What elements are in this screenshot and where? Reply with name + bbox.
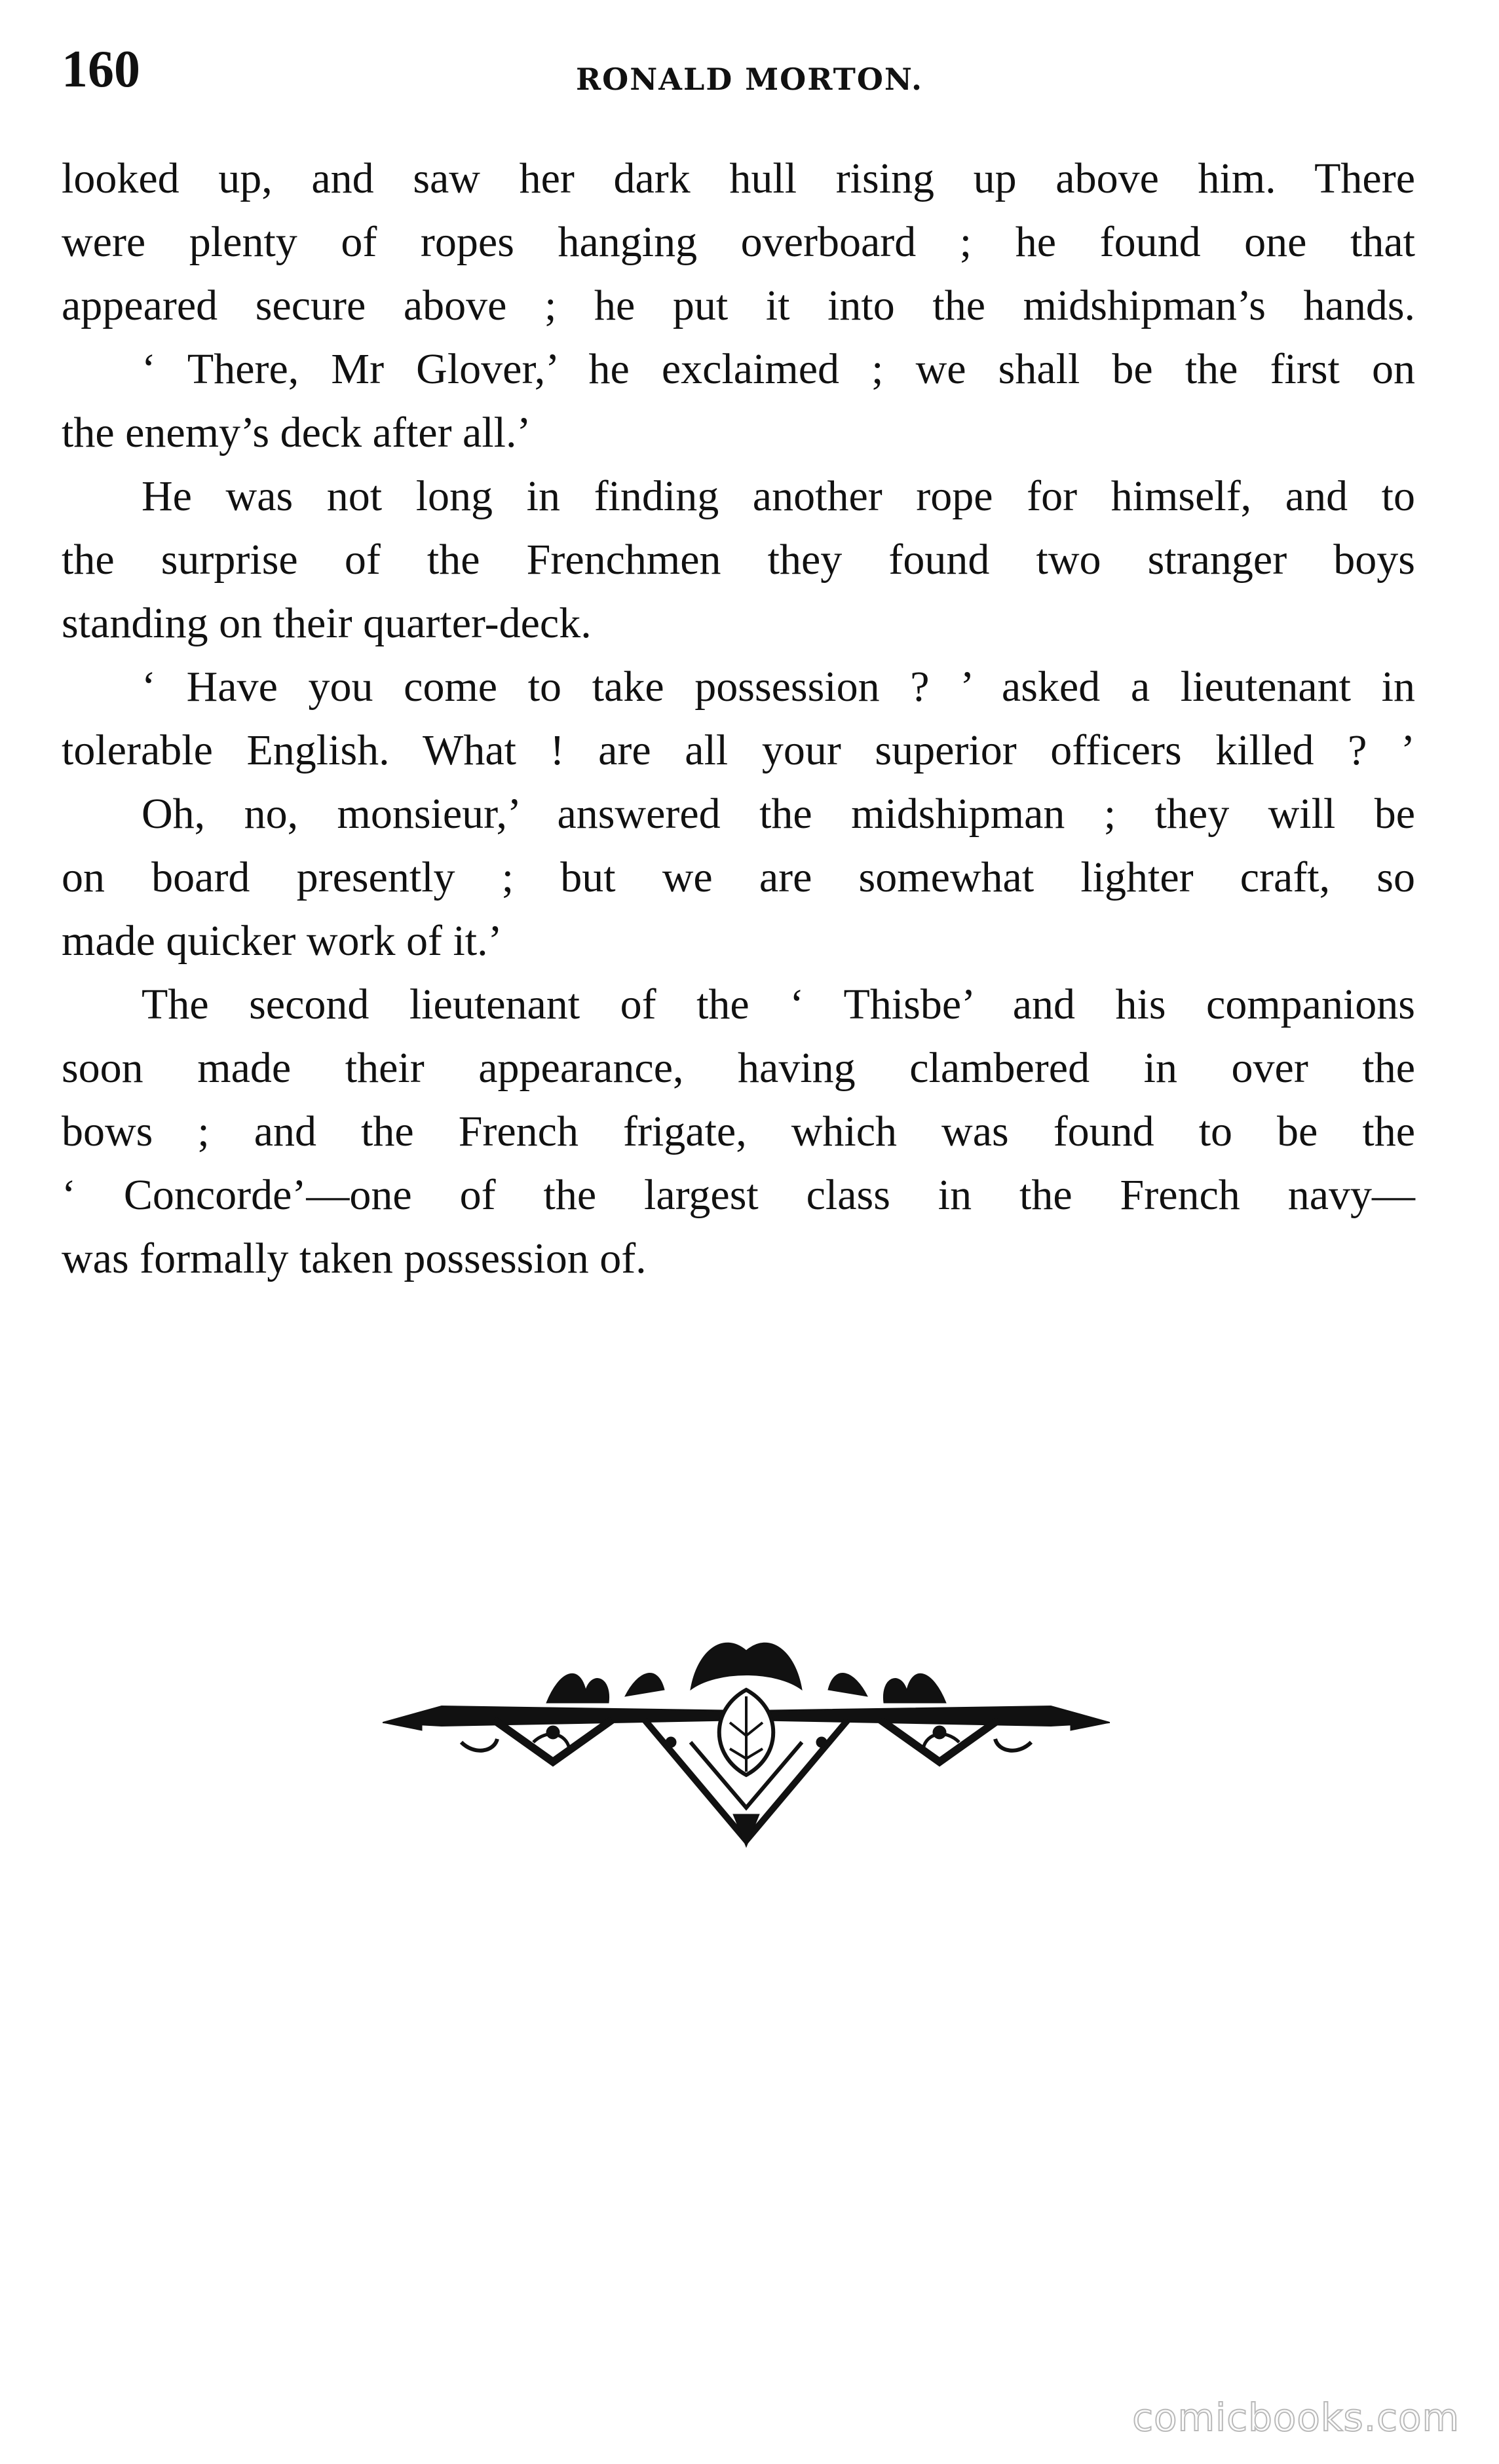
text-line: were plenty of ropes hanging overboard ; he found one that	[62, 218, 1415, 266]
text-line: looked up, and saw her dark hull rising up above him. There	[62, 155, 1415, 202]
text-line: appeared secure above ; he put it into the midshipman’s hands.	[62, 282, 1415, 329]
text-line: the surprise of the Frenchmen they found two stranger boys	[62, 536, 1415, 584]
text-line: on board presently ; but we are somewhat lighter craft, so	[62, 853, 1415, 901]
text-line: He was not long in finding another rope for himself, and to	[142, 472, 1415, 520]
text-line: standing on their quarter-deck.	[62, 599, 592, 647]
text-line: tolerable English. What ! are all your superior officers killed ? ’	[62, 726, 1415, 774]
text-line: soon made their appearance, having clambered in over the	[62, 1044, 1415, 1092]
text-line: ‘ There, Mr Glover,’ he exclaimed ; we shall be the first on	[142, 345, 1415, 393]
page-number: 160	[62, 41, 140, 98]
text-line: Oh, no, monsieur,’ answered the midshipman ; they will be	[142, 790, 1415, 838]
ornament-vignette-icon	[383, 1592, 1110, 1854]
text-line: The second lieutenant of the ‘ Thisbe’ and his companions	[142, 980, 1415, 1028]
text-line: the enemy’s deck after all.’	[62, 409, 531, 457]
text-line: was formally taken possession of.	[62, 1235, 647, 1282]
body-text	[62, 147, 1415, 1290]
watermark: comicbooks.com	[1132, 2395, 1460, 2440]
text-line: bows ; and the French frigate, which was found to be the	[62, 1108, 1415, 1155]
text-line: ‘ Have you come to take possession ? ’ asked a lieutenant in	[142, 663, 1415, 711]
text-line: ‘ Concorde’—one of the largest class in the French navy—	[62, 1171, 1415, 1219]
text-line: made quicker work of it.’	[62, 917, 503, 965]
running-head: RONALD MORTON.	[575, 62, 924, 97]
